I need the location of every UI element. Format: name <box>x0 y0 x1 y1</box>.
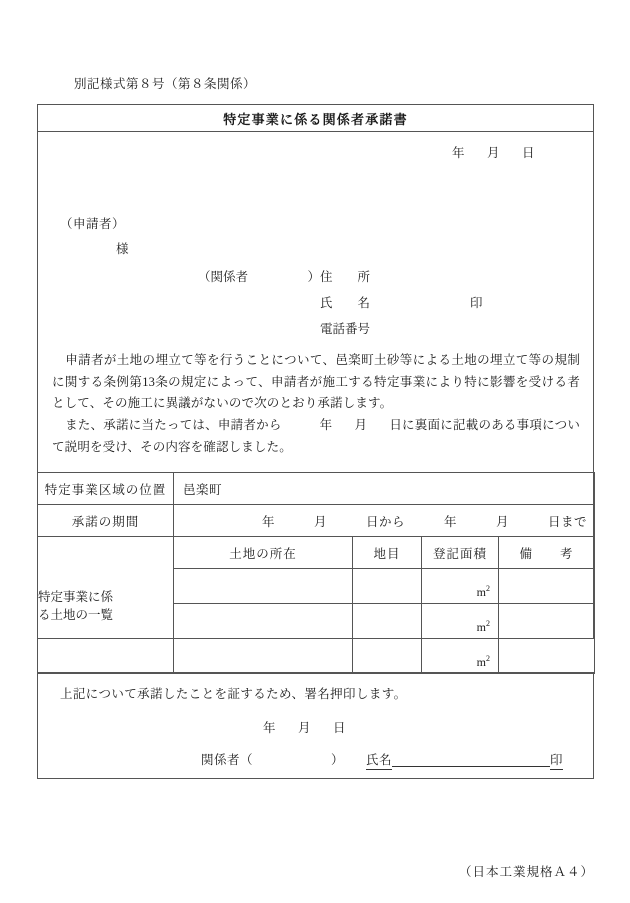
date-year-label: 年 <box>451 146 465 160</box>
area-position-label: 特定事業区域の位置 <box>38 473 174 505</box>
consent-p1-line1: 申請者が土地の埋立て等を行うことについて、邑楽町土砂等による土地の埋立て等の規制に関する <box>52 353 580 389</box>
consent-p2-line2: 明を受け、その内容を確認しました。 <box>77 439 292 454</box>
cell-registered-area[interactable] <box>422 604 499 639</box>
party-seal-label: 印 <box>470 296 483 310</box>
cell-land-location[interactable] <box>174 569 353 604</box>
applicant-honorific: 様 <box>116 242 130 256</box>
land-list-label-line1: 特定事業に係 <box>38 590 114 604</box>
signature-name-input[interactable] <box>392 751 550 767</box>
main-form-frame <box>37 104 594 669</box>
party-paren-close: ） <box>307 270 320 284</box>
party-name-label: 氏 名 <box>320 296 371 310</box>
signature-date-day: 日 <box>333 721 347 735</box>
cell-land-category[interactable] <box>353 604 422 639</box>
party-name-row <box>198 290 483 316</box>
form-title: 特定事業に係る関係者承諾書 <box>223 111 408 127</box>
area-unit-sup: 2 <box>486 654 490 663</box>
consent-p2-line1b: 日に裏面に記載のある事項について説 <box>52 418 580 454</box>
area-unit: m <box>476 620 486 634</box>
header-registered-area: 登記面積 <box>422 537 499 569</box>
header-remarks: 備 考 <box>499 537 595 569</box>
area-unit-sup: 2 <box>486 619 490 628</box>
period-label: 承諾の期間 <box>38 505 174 537</box>
submission-date-line <box>38 143 593 161</box>
party-phone-label: 電話番号 <box>320 322 371 336</box>
period-value: 年 月 日から 年 月 日まで <box>262 514 588 529</box>
form-number: 別記様式第８号（第８条関係） <box>74 77 257 91</box>
header-land-category: 地目 <box>353 537 422 569</box>
paper-size-note: （日本工業規格Ａ４） <box>458 865 594 879</box>
signature-party-label: 関係者（ <box>201 753 254 767</box>
form-body <box>38 132 593 669</box>
party-address-row <box>198 264 483 290</box>
table-row-period <box>38 505 595 537</box>
signature-frame <box>37 672 594 779</box>
table-row-area-position <box>38 473 595 505</box>
party-phone-row <box>198 316 483 342</box>
applicant-label: （申請者） <box>60 217 126 231</box>
cell-land-category[interactable] <box>353 639 422 674</box>
cell-remarks[interactable] <box>499 604 595 639</box>
party-info-block <box>198 264 483 342</box>
date-day-label: 日 <box>521 146 535 160</box>
consent-p2-year: 年 <box>319 418 333 432</box>
consent-p1-line2: 条例第13条の規定によって、申請者が施工する特定事業により特に影響を受ける者として、その施工 <box>52 374 580 410</box>
area-unit: m <box>476 655 486 669</box>
table-row-land-headers <box>38 537 595 569</box>
consent-p1-line3: に異議がないので次のとおり承諾します。 <box>152 396 393 410</box>
period-value-cell[interactable] <box>174 505 595 537</box>
signature-date-month: 月 <box>298 721 312 735</box>
area-unit: m <box>476 585 486 599</box>
cell-remarks[interactable] <box>499 569 595 604</box>
form-title-band <box>38 105 593 132</box>
consent-p2-month: 月 <box>354 418 368 432</box>
date-month-label: 月 <box>486 146 500 160</box>
cell-registered-area[interactable] <box>422 569 499 604</box>
project-details-table <box>37 472 595 674</box>
land-list-label <box>38 537 174 674</box>
signature-party-line <box>201 750 563 770</box>
signature-statement: 上記について承諾したことを証するため、署名押印します。 <box>60 687 407 701</box>
land-list-label-line2: る土地の一覧 <box>38 608 114 622</box>
cell-land-category[interactable] <box>353 569 422 604</box>
cell-remarks[interactable] <box>499 639 595 674</box>
consent-p2-line1a: また、承諾に当たっては、申請者から <box>65 418 282 432</box>
cell-land-location[interactable] <box>174 639 353 674</box>
consent-paragraph-2 <box>52 415 580 458</box>
signature-party-paren-close: ） <box>331 753 345 767</box>
area-position-value[interactable]: 邑楽町 <box>174 473 595 505</box>
signature-date-year: 年 <box>263 721 277 735</box>
consent-paragraph-1 <box>52 350 580 415</box>
signature-seal-label: 印 <box>550 750 563 770</box>
signature-date-line <box>263 718 346 736</box>
party-address-label: 住 所 <box>320 270 371 284</box>
cell-land-location[interactable] <box>174 604 353 639</box>
area-unit-sup: 2 <box>486 584 490 593</box>
header-land-location: 土地の所在 <box>174 537 353 569</box>
party-paren-open: （関係者 <box>198 270 249 284</box>
signature-name-label: 氏名 <box>366 750 392 770</box>
cell-registered-area[interactable] <box>422 639 499 674</box>
